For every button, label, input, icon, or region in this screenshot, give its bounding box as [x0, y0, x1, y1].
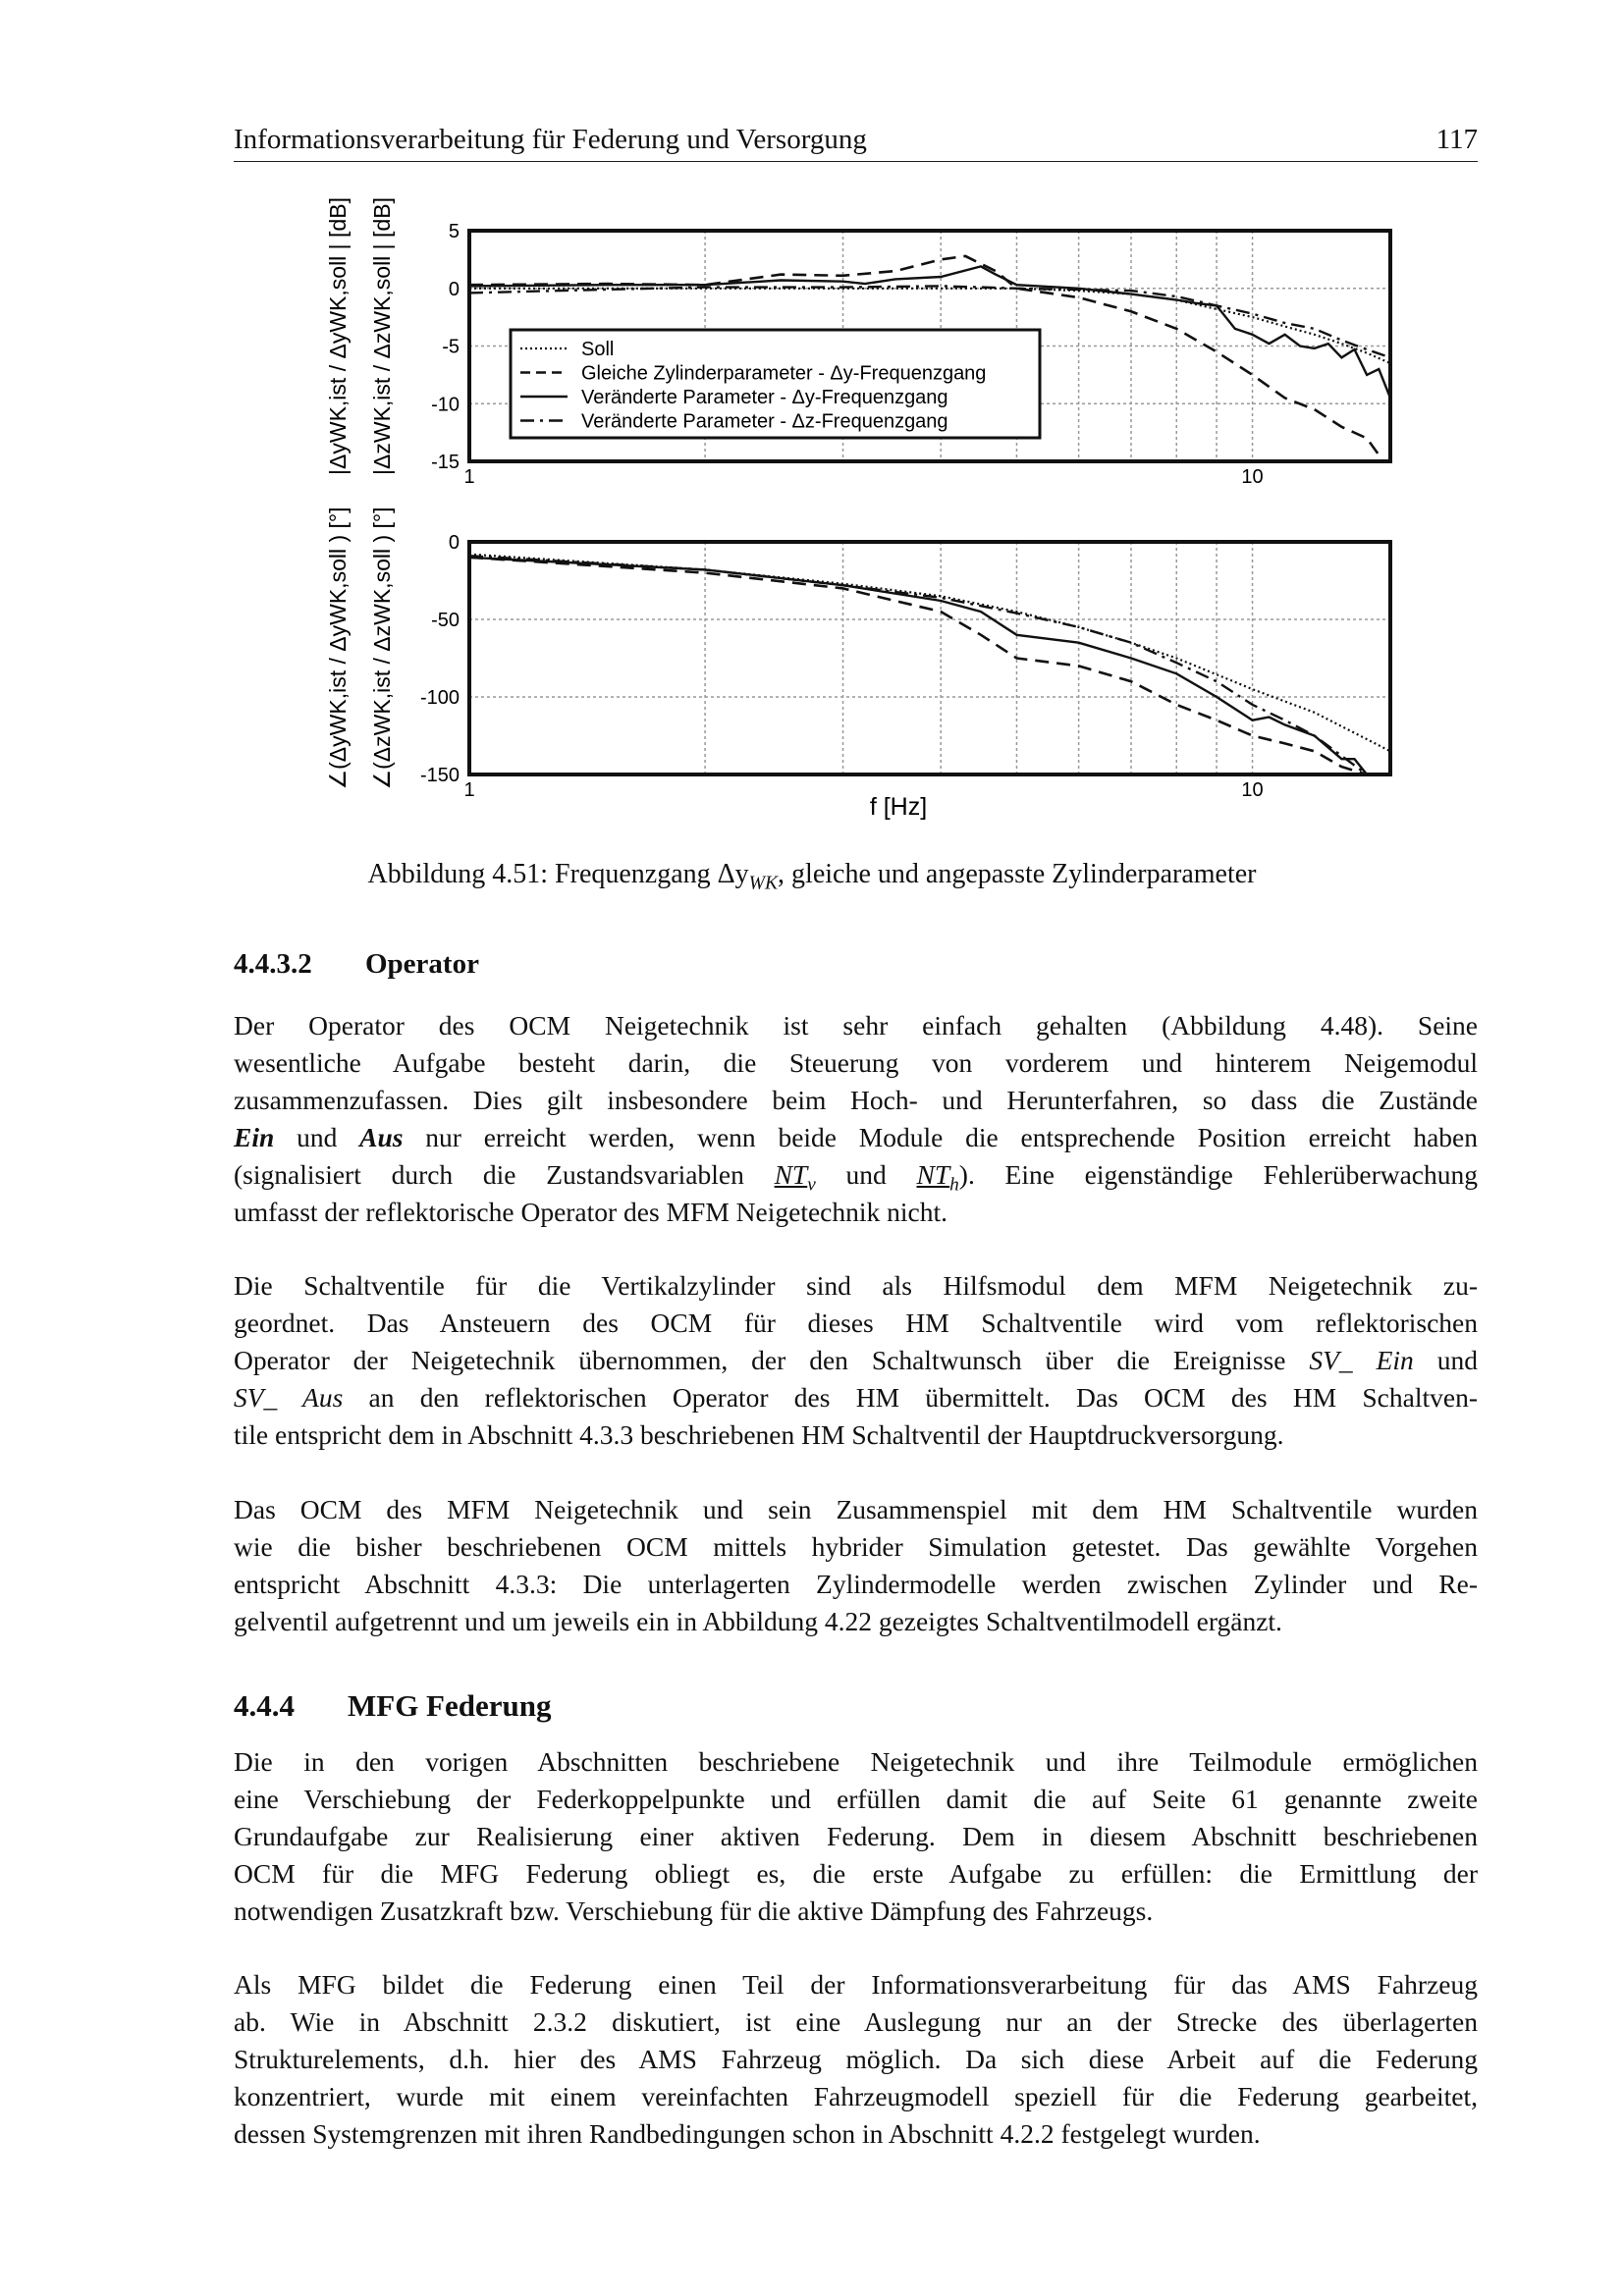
y-tick-label: 5: [448, 221, 460, 242]
y-tick-label: -50: [431, 610, 460, 631]
x-tick-label: 10: [1241, 466, 1264, 488]
text-segment: ab. Wie in Abschnitt 2.3.2 diskutiert, ist eine Auslegung nur an der Strecke des überlagerten: [234, 2006, 1478, 2037]
text-segment: geordnet. Das Ansteuern des OCM für dieses HM Schaltventile wird vom reflektorischen: [234, 1308, 1478, 1338]
series-line-dashed: [469, 558, 1367, 774]
text-segment: umfasst der reflektorische Operator des MFM Neigetechnik nicht.: [234, 1197, 948, 1227]
text-line: [234, 1044, 1478, 1082]
paragraph: [234, 1966, 1478, 2153]
text-segment: tile entspricht dem in Abschnitt 4.3.3 beschriebenen HM Schaltventil der Hauptdruckversorgung.: [234, 1419, 1284, 1450]
text-line: [234, 1491, 1478, 1528]
y-tick-label: -100: [419, 687, 460, 709]
plot-magnitude: [325, 197, 1390, 488]
text-segment: h: [949, 1174, 959, 1196]
text-segment: Ein: [234, 1122, 275, 1152]
text-segment: (signalisiert durch die Zustandsvariablen: [234, 1159, 775, 1190]
caption-text: Abbildung 4.51: Frequenzgang Δy: [367, 859, 749, 889]
text-segment: und: [1413, 1345, 1478, 1375]
text-segment: Operator der Neigetechnik übernommen, der den Schaltwunsch über die Ereignisse: [234, 1345, 1310, 1375]
y-axis-label: |ΔyWK,ist / ΔyWK,soll | [dB]: [325, 197, 351, 475]
text-segment: SV_ Ein: [1309, 1345, 1414, 1375]
caption-rest: , gleiche und angepasste Zylinderparameter: [778, 859, 1257, 889]
text-segment: Als MFG bildet die Federung einen Teil der Informationsverarbeitung für das AMS Fahrzeug: [234, 1969, 1478, 2000]
text-segment: dessen Systemgrenzen mit ihren Randbedingungen schon in Abschnitt 4.2.2 festgelegt wurden.: [234, 2118, 1261, 2149]
text-segment: Aus: [359, 1122, 404, 1152]
y-axis-label: |ΔzWK,ist / ΔzWK,soll | [dB]: [369, 197, 395, 475]
series-line-solid: [469, 558, 1367, 774]
section-title: MFG Federung: [348, 1688, 552, 1723]
text-segment: notwendigen Zusatzkraft bzw. Verschiebung für die aktive Dämpfung des Fahrzeugs.: [234, 1896, 1154, 1926]
text-segment: Strukturelements, d.h. hier des AMS Fahrzeug möglich. Da sich diese Arbeit auf die Federung: [234, 2044, 1478, 2074]
x-tick-label: 10: [1241, 779, 1264, 801]
text-line: [234, 1082, 1478, 1119]
y-tick-label: -150: [419, 765, 460, 786]
x-tick-label: 1: [463, 466, 475, 488]
text-line: [234, 1566, 1478, 1603]
section-title: Operator: [365, 948, 479, 980]
text-segment: Grundaufgabe zur Realisierung einer aktiven Federung. Dem in diesem Abschnitt beschriebenen: [234, 1821, 1478, 1851]
text-segment: wie die bisher beschriebenen OCM mittels hybrider Simulation getestet. Das gewählte Vorgehen: [234, 1531, 1478, 1562]
section-heading-operator: [234, 948, 479, 981]
text-segment: und: [815, 1159, 917, 1190]
text-line: [234, 1267, 1478, 1305]
text-line: [234, 1855, 1478, 1893]
legend-entry: Soll: [581, 339, 615, 360]
y-tick-label: 0: [448, 278, 460, 300]
text-segment: NT: [774, 1159, 808, 1190]
y-tick-label: -10: [431, 394, 460, 416]
text-line: [234, 1528, 1478, 1566]
text-segment: nur erreicht werden, wenn beide Module die entsprechende Position erreicht haben: [403, 1122, 1478, 1152]
text-segment: Die in den vorigen Abschnitten beschriebene Neigetechnik und ihre Teilmodule ermöglichen: [234, 1746, 1478, 1777]
text-segment: und: [274, 1122, 360, 1152]
text-segment: Das OCM des MFM Neigetechnik und sein Zusammenspiel mit dem HM Schaltventile wurden: [234, 1494, 1478, 1524]
text-segment: v: [807, 1174, 816, 1196]
text-line: [234, 1007, 1478, 1044]
text-segment: SV_ Aus: [234, 1382, 344, 1413]
text-line: [234, 1818, 1478, 1855]
text-line: [234, 1603, 1478, 1640]
text-line: [234, 2003, 1478, 2041]
text-line: [234, 1781, 1478, 1818]
legend-entry: Veränderte Parameter - Δz-Frequenzgang: [581, 410, 948, 433]
paragraph: [234, 1743, 1478, 1930]
running-header-title: Informationsverarbeitung für Federung und Versorgung: [234, 124, 867, 155]
paragraph: [234, 1491, 1478, 1640]
text-line: [234, 2078, 1478, 2115]
text-segment: gelventil aufgetrennt und um jeweils ein in Abbildung 4.22 gezeigtes Schaltventilmodell ergänzt.: [234, 1606, 1282, 1636]
text-segment: OCM für die MFG Federung obliegt es, die erste Aufgabe zu erfüllen: die Ermittlung der: [234, 1858, 1478, 1889]
x-axis-label: f [Hz]: [869, 793, 928, 821]
text-line: [234, 1305, 1478, 1342]
caption-subscript: WK: [748, 873, 779, 894]
text-segment: wesentliche Aufgabe besteht darin, die Steuerung von vorderem und hinterem Neigemodul: [234, 1047, 1478, 1078]
text-line: [234, 1743, 1478, 1781]
y-tick-label: -5: [442, 336, 460, 358]
text-line: [234, 1416, 1478, 1454]
text-line: [234, 2115, 1478, 2153]
page-number: 117: [1435, 124, 1478, 155]
legend: [511, 330, 1040, 438]
text-segment: an den reflektorischen Operator des HM übermittelt. Das OCM des HM Schaltven-: [343, 1382, 1478, 1413]
text-line: [234, 1379, 1478, 1416]
text-line: [234, 1342, 1478, 1379]
section-heading-mfg-federung: [234, 1688, 552, 1724]
text-segment: konzentriert, wurde mit einem vereinfachten Fahrzeugmodell speziell für die Federung gearbeitet,: [234, 2081, 1478, 2111]
y-tick-label: 0: [448, 532, 460, 554]
text-segment: entspricht Abschnitt 4.3.3: Die unterlagerten Zylindermodelle werden zwischen Zylinder und Re-: [234, 1569, 1478, 1599]
paragraph: [234, 1007, 1478, 1231]
section-number: 4.4.4: [234, 1688, 295, 1723]
text-line: [234, 2041, 1478, 2078]
legend-entry: Veränderte Parameter - Δy-Frequenzgang: [581, 387, 948, 408]
y-axis-label: ∠(ΔyWK,ist / ΔyWK,soll ) [°]: [325, 507, 351, 790]
text-line: [234, 1966, 1478, 2003]
plot-phase: [325, 507, 1390, 821]
text-line: [234, 1194, 1478, 1231]
text-line: [234, 1119, 1478, 1156]
text-line: [234, 1893, 1478, 1930]
x-tick-label: 1: [463, 779, 475, 801]
legend-entry: Gleiche Zylinderparameter - Δy-Frequenzgang: [581, 362, 987, 385]
paragraph: [234, 1267, 1478, 1454]
text-segment: Der Operator des OCM Neigetechnik ist sehr einfach gehalten (Abbildung 4.48). Seine: [234, 1010, 1478, 1041]
section-number: 4.4.3.2: [234, 948, 312, 980]
text-segment: Die Schaltventile für die Vertikalzylinder sind als Hilfsmodul dem MFM Neigetechnik zu-: [234, 1270, 1478, 1301]
text-segment: zusammenzufassen. Dies gilt insbesondere beim Hoch- und Herunterfahren, so dass die Zustände: [234, 1085, 1478, 1115]
text-line: [234, 1156, 1478, 1194]
text-segment: NT: [916, 1159, 950, 1190]
series-line-dashdot: [469, 556, 1367, 774]
text-segment: eine Verschiebung der Federkoppelpunkte und erfüllen damit die auf Seite 61 genannte zweite: [234, 1784, 1478, 1814]
plot-frame: [469, 542, 1390, 774]
text-segment: ). Eine eigenständige Fehlerüberwachung: [958, 1159, 1479, 1190]
frequency-response-figure: [0, 0, 1624, 844]
y-tick-label: -15: [431, 452, 460, 473]
figure-caption: [0, 859, 1624, 894]
y-axis-label: ∠(ΔzWK,ist / ΔzWK,soll ) [°]: [369, 507, 395, 790]
